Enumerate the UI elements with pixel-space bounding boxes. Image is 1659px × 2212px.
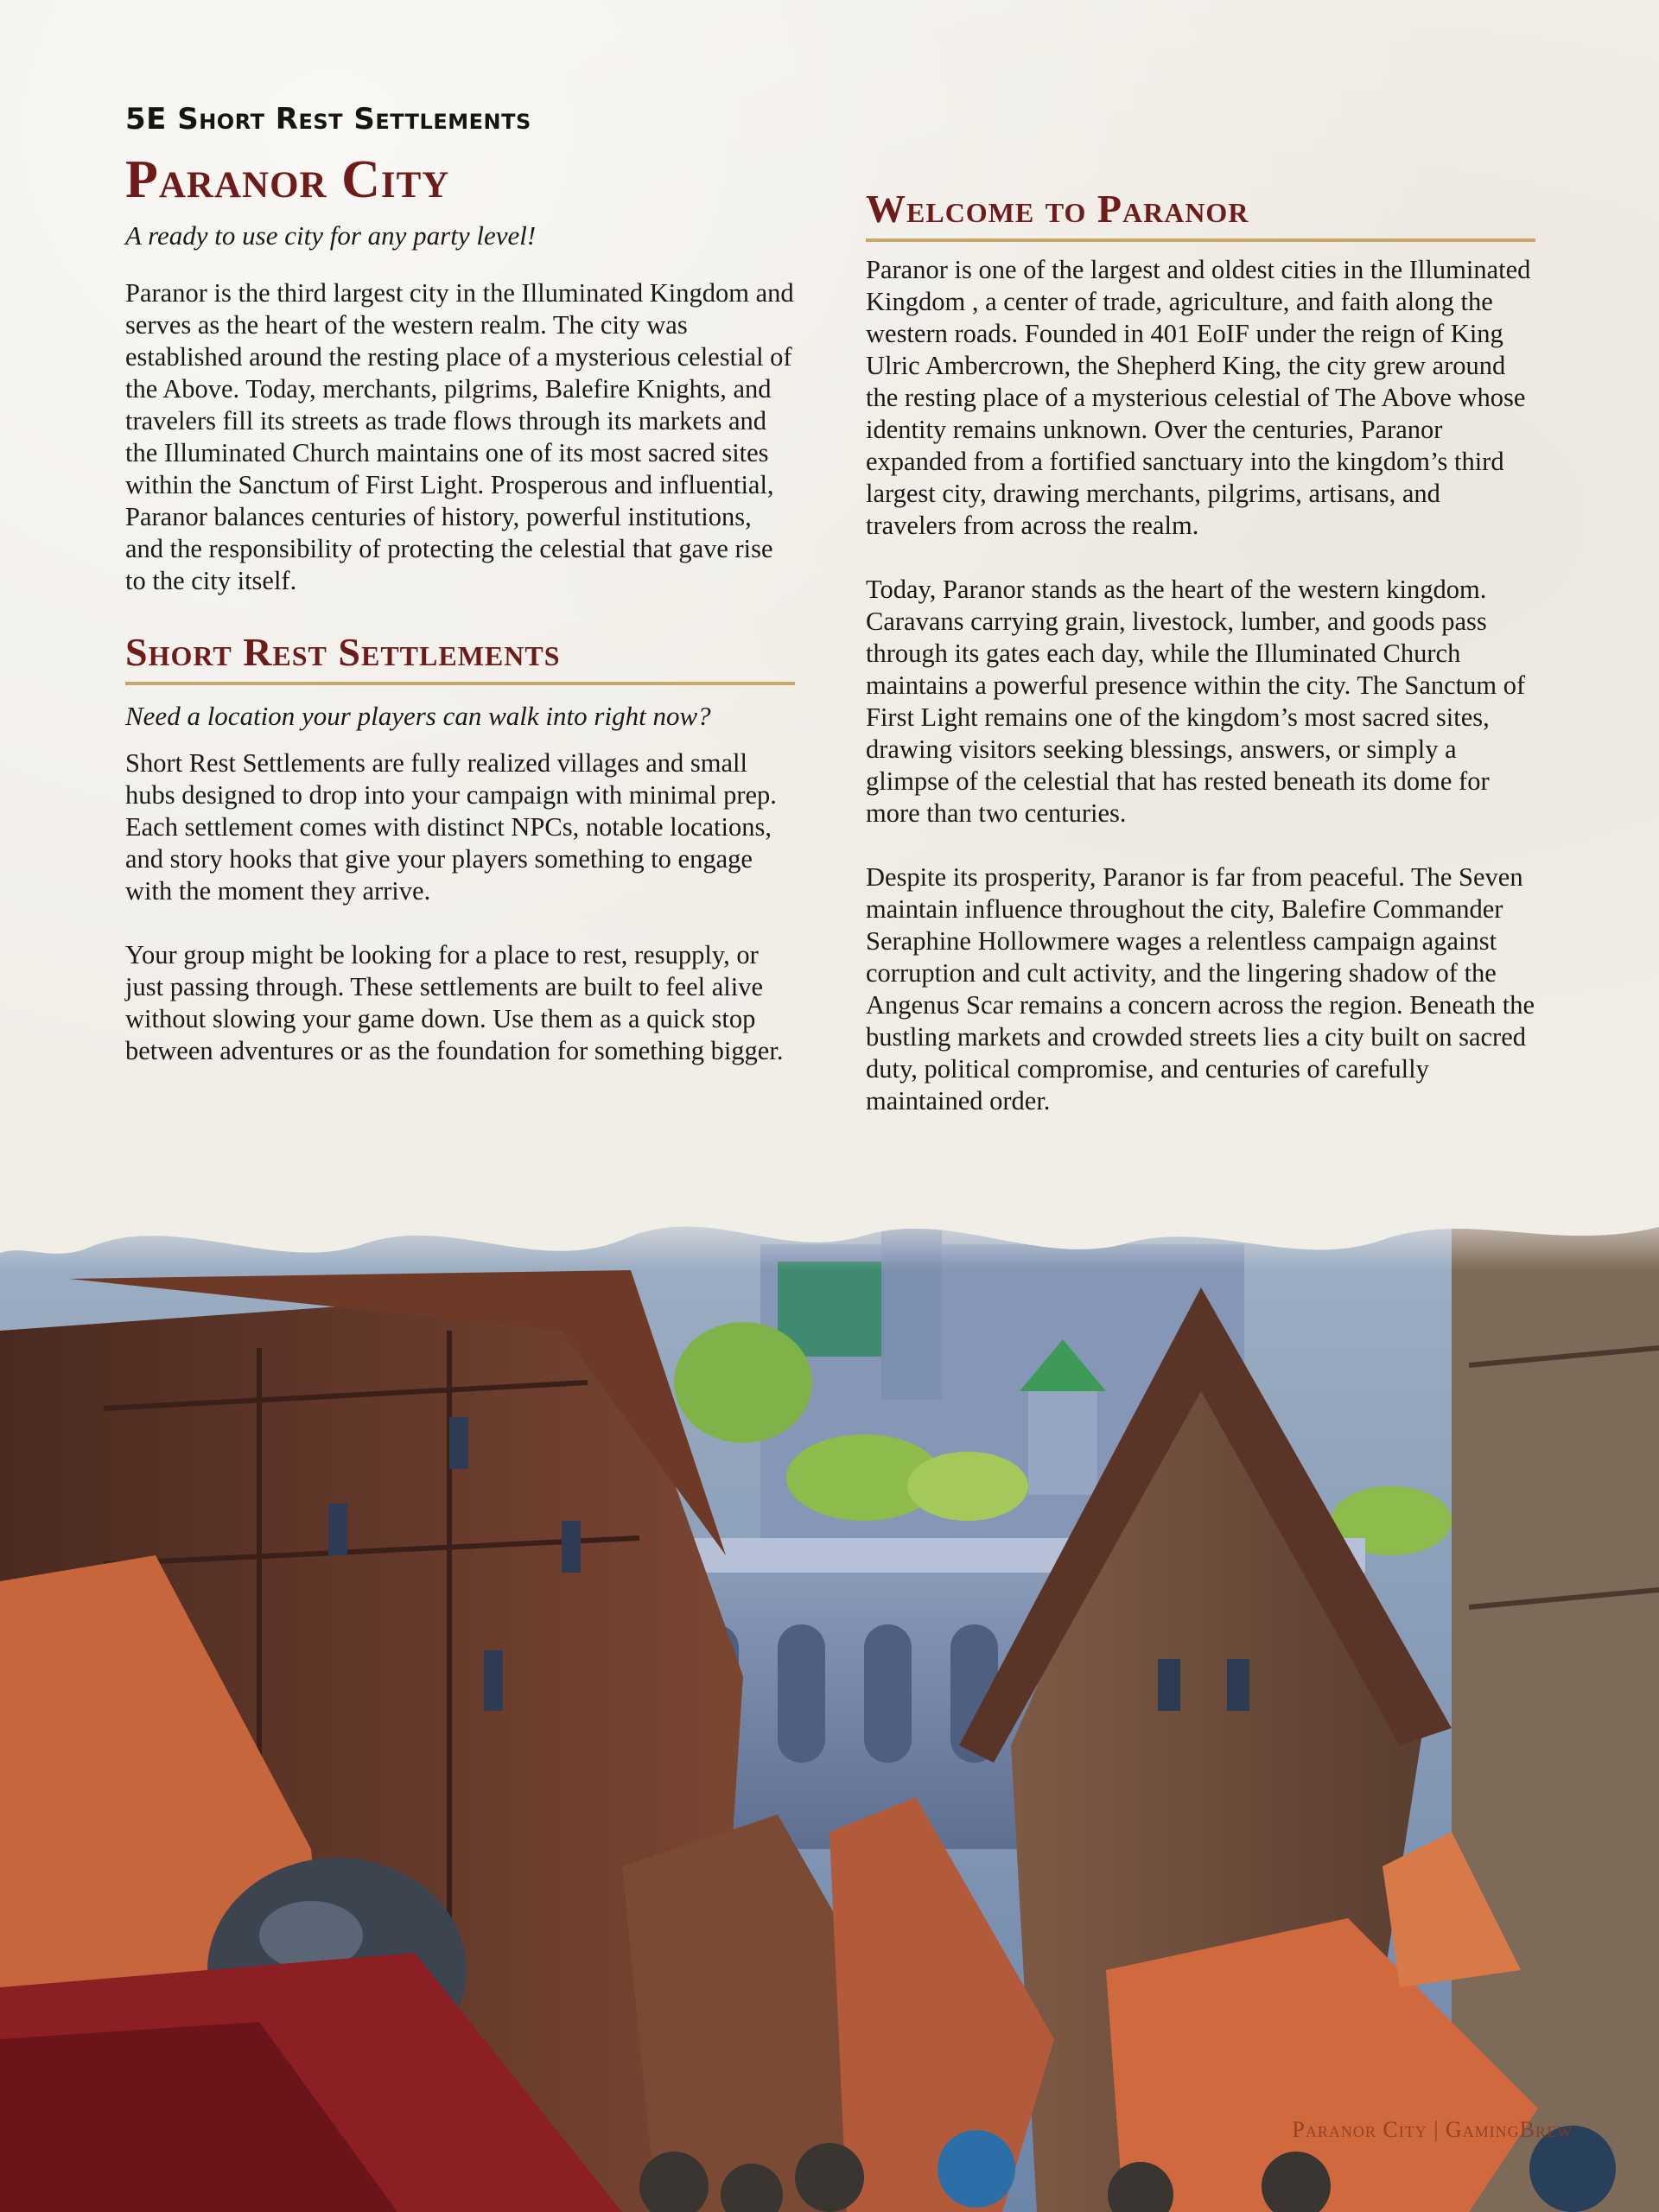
series-label: 5E Short Rest Settlements (125, 102, 531, 137)
lead-question: Need a location your players can walk into right now? (125, 701, 711, 732)
city-illustration (0, 1192, 1659, 2212)
settlements-paragraph-2: Your group might be looking for a place to rest, resupply, or just passing through. These settlements are built to feel alive without slowing your game down. Use them as a quick stop between adventures or as the foundation for something bigger. (125, 940, 784, 1066)
left-column (125, 102, 795, 1099)
right-column (866, 186, 1535, 1149)
welcome-paragraph-3: Despite its prosperity, Paranor is far from peaceful. The Seven maintain influence throughout the city, Balefire Commander Seraphine Hollowmere wages a relentless campaign against corruption and cult activity, and the lingering shadow of the Angenus Scar remains a concern across the region. Beneath the bustling markets and crowded streets lies a city built on sacred duty, political compromise, and centuries of carefully maintained order. (866, 862, 1535, 1116)
page-title: Paranor City (125, 150, 450, 209)
welcome-paragraph-2: Today, Paranor stands as the heart of the western kingdom. Caravans carrying grain, livestock, lumber, and goods pass through its gates each day, while the Illuminated Church maintains a powerful presence within the city. The Sanctum of First Light remains one of the kingdom’s most sacred sites, drawing visitors seeking blessings, answers, or simply a glimpse of the celestial that has rested beneath its dome for more than two centuries. (866, 575, 1526, 828)
welcome-heading: Welcome to Paranor (866, 186, 1535, 242)
welcome-paragraph-1: Paranor is one of the largest and oldest cities in the Illuminated Kingdom , a center of trade, agriculture, and faith along the western roads. Founded in 401 EoIF under the reign of King Ulric Ambercrown, the Shepherd King, the city grew around the resting place of a mysterious celestial of The Above whose identity remains unknown. Over the centuries, Paranor expanded from a fortified sanctuary into the kingdom’s third largest city, drawing merchants, pilgrims, artisans, and travelers from across the realm. (866, 255, 1531, 540)
page-subtitle: A ready to use city for any party level! (125, 220, 537, 251)
intro-paragraph: Paranor is the third largest city in the Illuminated Kingdom and serves as the heart of the western realm. The city was established around the resting place of a mysterious celestial of the Above. Today, merchants, pilgrims, Balefire Knights, and travelers fill its streets as trade flows through its markets and the Illuminated Church maintains one of its most sacred sites within the Sanctum of First Light. Prosperous and influential, Paranor balances centuries of history, powerful institutions, and the responsibility of protecting the celestial that gave rise to the city itself. (125, 278, 794, 596)
short-rest-settlements-heading: Short Rest Settlements (125, 629, 795, 685)
settlements-paragraph-1: Short Rest Settlements are fully realized villages and small hubs designed to drop into your campaign with minimal prep. Each settlement comes with distinct NPCs, notable locations, and story hooks that give your players something to engage with the moment they arrive. (125, 748, 777, 906)
page-footer: Paranor City | GamingBrew (1292, 2117, 1573, 2142)
